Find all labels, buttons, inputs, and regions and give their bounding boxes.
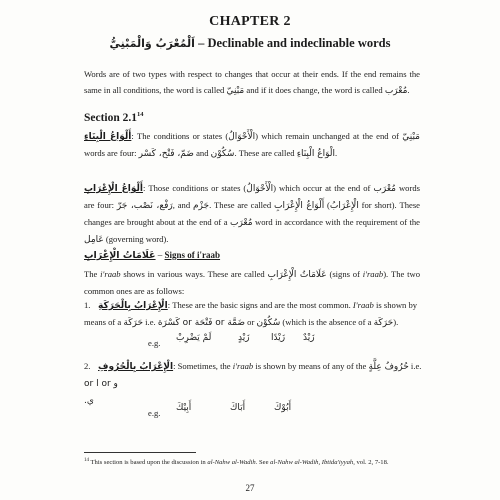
intro-paragraph: Words are of two types with respect to changes that occur at their ends. If the end remains the same in all conditions, the word is called مَبْنِيّ and if it does change, the word is called مُعْرَب.: [84, 69, 420, 96]
example-word: زَيْدًا: [271, 333, 286, 343]
example-word: زَيْدٍ: [238, 333, 250, 343]
example-word: أَبَاكَ: [230, 403, 246, 413]
footnote-ref[interactable]: 14: [137, 111, 144, 118]
page-number: 27: [245, 483, 255, 493]
example-label: e.g.: [148, 338, 161, 348]
chapter-subtitle: اَلْمُعْرَبُ وَالْمَبْنِيُّ – Declinable and indeclinable words: [109, 36, 391, 50]
irab-paragraph: أَلْوَاعُ الْإِعْرَابِ: Those conditions or states (الْأَحْوَالُ) which occur at the end of مُعْرَب words are four: رَفْع، نَصْب، جَرّ, and جَزْم. These are called أَلْوَاعُ الْإِعْرَابِ (الْإِعْرَابُ for short). These changes are brought about at the end of a مُعْرَب word in accordance with the requirement of the عَامِل (governing word).: [84, 183, 420, 245]
bina-heading: أَلْوَاعُ الْبِنَاءِ: [84, 132, 132, 142]
example-label: e.g.: [148, 408, 161, 418]
example-word: لَمْ يَضْرِبْ: [176, 333, 212, 343]
irab-heading: أَلْوَاعُ الْإِعْرَابِ: [84, 184, 143, 194]
section-heading: Section $2.1^{14}$: [84, 111, 144, 124]
example-word: أَبِيْكَ: [176, 403, 192, 413]
example-word: زَيْدٌ: [303, 333, 315, 343]
chapter-english-title: Declinable and indeclinable words: [207, 36, 391, 50]
list-item-harakah: 1. الْإِعْرَابُ بِالْحَرَكَةِ: These are the basic signs and are the most common. I'raab is shown by means of a حَرَكَة i.e. ضَمَّة or فَتْحَة or كَسْرَة or سُكُوْن (which is the absence of a حَرَكَة).: [84, 300, 418, 328]
example-word: أَبُوْكَ: [274, 403, 292, 413]
signs-paragraph: The i'raab shows in various ways. These are called عَلَامَاتُ الْإِعْرَابِ (signs of i'raab). The two common ones are as follows:: [84, 269, 421, 296]
chapter-arabic-title: اَلْمُعْرَبُ وَالْمَبْنِيُّ: [109, 37, 195, 50]
list-item-huruf: 2. الْإِعْرَابُ بِالْحُرُوفِ: Sometimes, the i'raab is shown by means of any of the حُرُوفُ عِلَّةٍ i.e. و or ا or ي.: [84, 361, 422, 406]
footnote-divider: [84, 452, 196, 453]
chapter-title: CHAPTER 2: [209, 14, 291, 29]
signs-heading: عَلَامَاتُ الْإِعْرَابِ – Signs of i'raab: [84, 250, 221, 261]
footnote: $^{14}$ This section is based upon the discussion in al-Nahw al-Wadih. See al-Nahw al-Wadih, Ibtida'iyyah, vol. 2, 7-18.: [84, 458, 389, 467]
bina-paragraph: أَلْوَاعُ الْبِنَاءِ: The conditions or states (الْأَحْوَالُ) which remain unchanged at the end of مَبْنِيّ words are four: ضَمّ، فَتْح، كَسْر and سُكُوْن. These are called الْوَاعُ الْبِنَاءِ.: [84, 131, 420, 159]
